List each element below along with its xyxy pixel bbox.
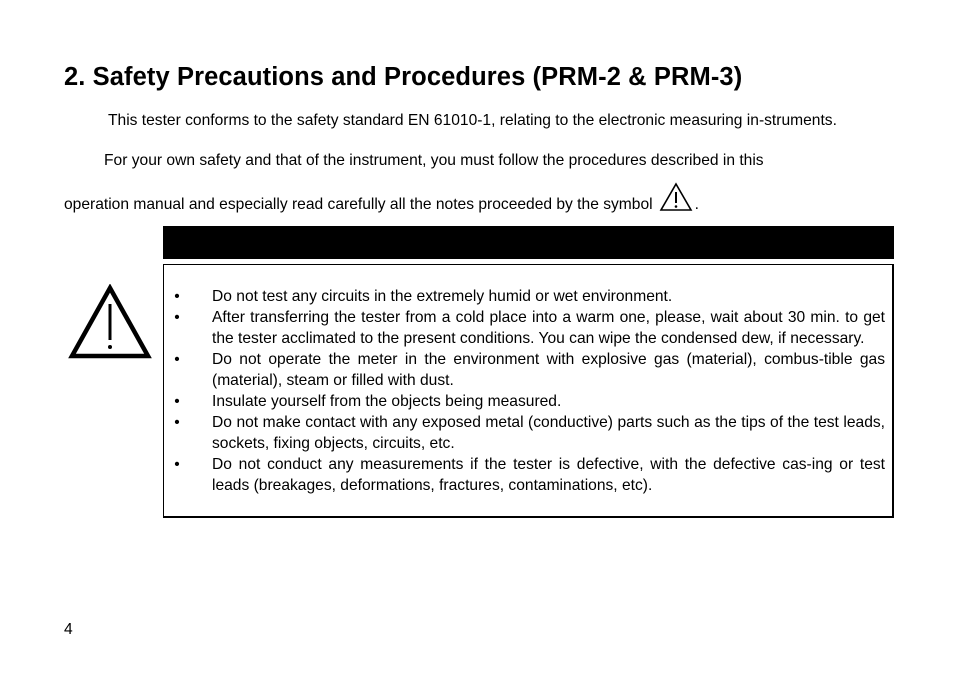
bullet-icon: • [174,456,180,473]
warning-list-item [172,391,885,412]
warning-triangle-icon [659,182,693,218]
bullet-icon: • [174,309,180,326]
warning-list [172,286,885,496]
warning-list-item [172,349,885,391]
intro-paragraph-safety-line-2: operation manual and especially read carefully all the notes proceeded by the symbol [64,196,653,213]
warning-item-text: Do not conduct any measurements if the tester is defective, with the defective cas-ing or test leads (breakages, deformations, fractures, contaminations, etc). [212,456,885,494]
warning-list-item [172,307,885,349]
bullet-icon: • [174,414,180,431]
warning-list-item [172,412,885,454]
intro-paragraph-safety-end: . [694,196,699,213]
bullet-icon: • [174,393,180,410]
warning-triangle-icon [68,284,152,365]
intro-paragraph-safety [64,150,886,218]
intro-paragraph-standard: This tester conforms to the safety standard EN 61010-1, relating to the electronic measuring in-struments. [108,112,837,129]
warning-item-text: Do not operate the meter in the environment with explosive gas (material), combus-tible gas (material), steam or filled with dust. [212,351,885,389]
warning-header-bar [163,226,894,259]
bullet-icon: • [174,288,180,305]
warning-list-item [172,454,885,496]
warning-item-text: Do not test any circuits in the extremely humid or wet environment. [212,288,673,305]
section-title: 2. Safety Precautions and Procedures (PRM-2 & PRM-3) [64,63,743,91]
page-number: 4 [64,621,73,638]
bullet-icon: • [174,351,180,368]
warning-item-text: Do not make contact with any exposed metal (conductive) parts such as the tips of the test leads, sockets, fixing objects, circuits, etc. [212,414,885,452]
warning-item-text: After transferring the tester from a cold place into a warm one, please, wait about 30 min. to get the tester acclimated to the present conditions. You can wipe the condensed dew, if necessary. [212,309,885,347]
intro-paragraph-safety-line-1: For your own safety and that of the instrument, you must follow the procedures described in this [104,152,764,169]
warning-list-item [172,286,885,307]
warning-item-text: Insulate yourself from the objects being measured. [212,393,562,410]
intro-paragraph-safety-line-2-wrap [64,182,886,218]
